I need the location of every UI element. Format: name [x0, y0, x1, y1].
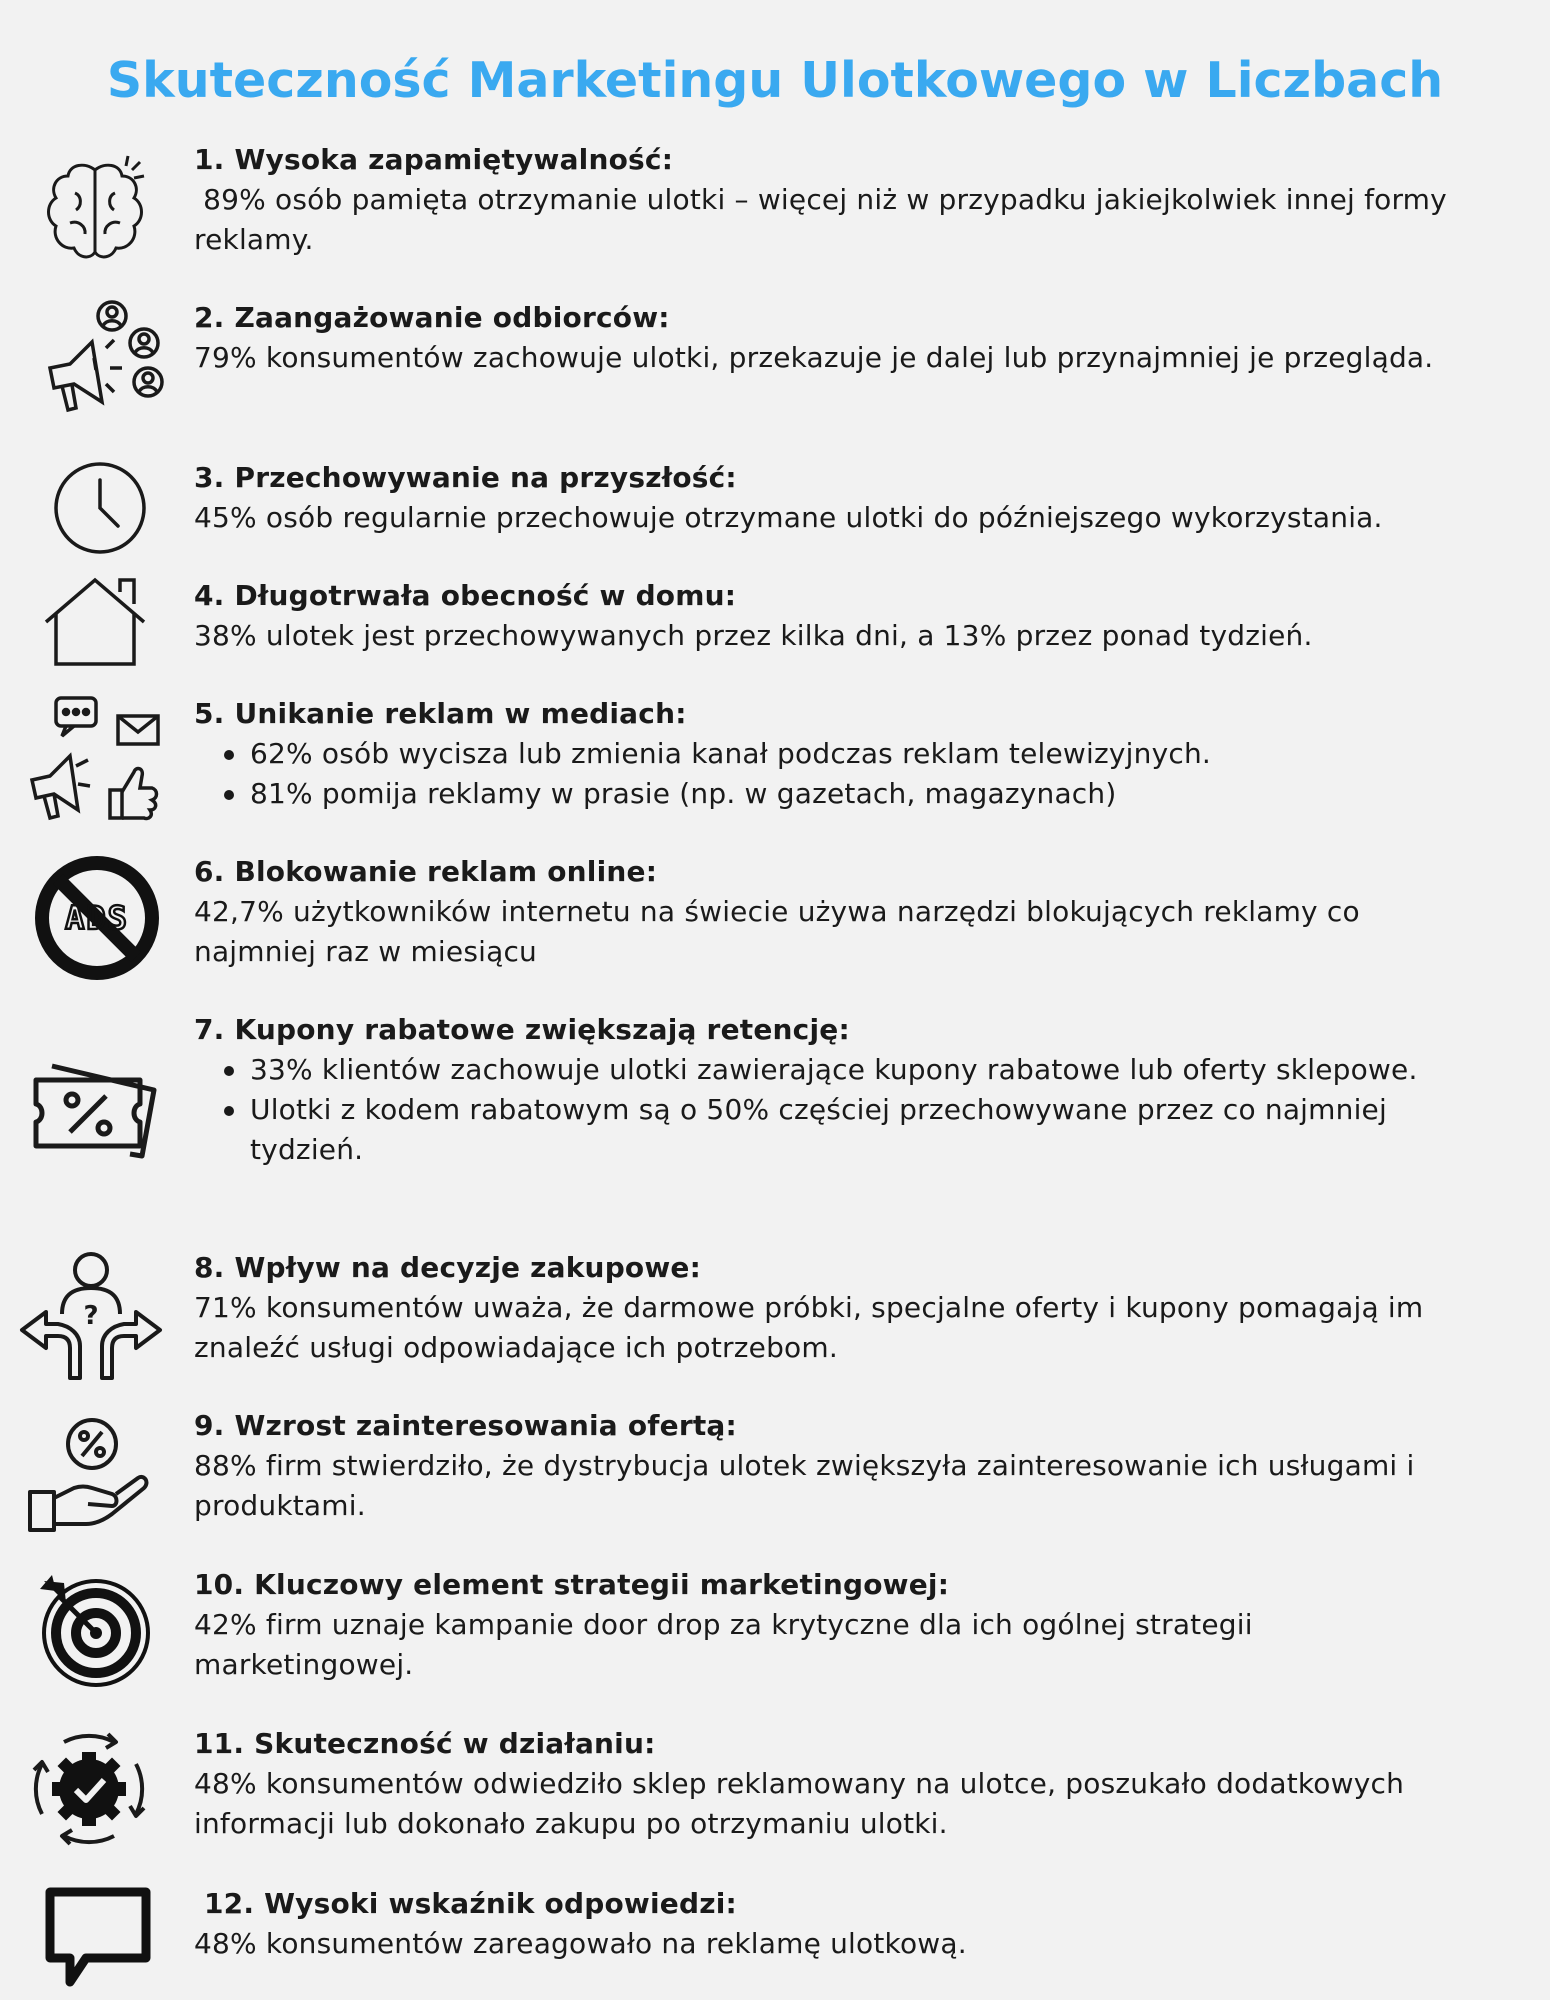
stat-desc-12: 48% konsumentów zareagowało na reklamę ulotkową. — [194, 1927, 967, 1960]
no-ads-icon — [34, 855, 160, 981]
stat-text-6 — [194, 852, 1464, 972]
stat-text-10 — [194, 1565, 1464, 1685]
stat-heading-5: 5. Unikanie reklam w mediach: — [194, 697, 687, 730]
stat-desc-3: 45% osób regularnie przechowuje otrzymane ulotki do późniejszego wykorzystania. — [194, 501, 1383, 534]
clock-icon — [50, 458, 150, 558]
coupon-icon — [30, 1056, 160, 1166]
decision-icon — [16, 1250, 166, 1382]
bullet-item: 81% pomija reklamy w prasie (np. w gazetach, magazynach) — [250, 774, 1464, 814]
stat-text-12 — [194, 1884, 1464, 1964]
stat-heading-3: 3. Przechowywanie na przyszłość: — [194, 461, 737, 494]
stat-desc-4: 38% ulotek jest przechowywanych przez kilka dni, a 13% przez ponad tydzień. — [194, 619, 1313, 652]
hand-discount-icon — [26, 1414, 156, 1534]
stat-text-5 — [194, 694, 1464, 814]
stat-text-4 — [194, 576, 1464, 656]
stat-heading-4: 4. Długotrwała obecność w domu: — [194, 579, 737, 612]
stat-heading-1: 1. Wysoka zapamiętywalność: — [194, 143, 674, 176]
stat-text-1 — [194, 140, 1464, 260]
brain-icon — [30, 148, 160, 273]
bullet-item: 62% osób wycisza lub zmienia kanał podczas reklam telewizyjnych. — [250, 734, 1464, 774]
stat-text-8 — [194, 1248, 1464, 1368]
stat-text-3 — [194, 458, 1464, 538]
stat-desc-9: 88% firm stwierdziło, że dystrybucja ulotek zwiększyła zainteresowanie ich usługami i produktami. — [194, 1449, 1415, 1522]
bullet-item: 33% klientów zachowuje ulotki zawierające kupony rabatowe lub oferty sklepowe. — [250, 1050, 1464, 1090]
stat-heading-8: 8. Wpływ na decyzje zakupowe: — [194, 1251, 702, 1284]
stat-desc-8: 71% konsumentów uważa, że darmowe próbki, specjalne oferty i kupony pomagają im znaleźć usługi odpowiadające ich potrzebom. — [194, 1291, 1424, 1364]
svg-text:?: ? — [83, 1301, 99, 1331]
stat-heading-2: 2. Zaangażowanie odbiorców: — [194, 301, 670, 334]
speech-bubble-icon — [40, 1884, 156, 1990]
stat-text-9 — [194, 1406, 1464, 1526]
stat-heading-6: 6. Blokowanie reklam online: — [194, 855, 658, 888]
house-icon — [40, 576, 150, 668]
stat-bullets-7 — [194, 1050, 1464, 1170]
stat-desc-1: 89% osób pamięta otrzymanie ulotki – więcej niż w przypadku jakiejkolwiek innej formy reklamy. — [194, 183, 1457, 256]
stat-heading-7: 7. Kupony rabatowe zwiększają retencję: — [194, 1013, 850, 1046]
bullet-item: Ulotki z kodem rabatowym są o 50% częściej przechowywane przez co najmniej tydzień. — [250, 1090, 1464, 1170]
media-megaphone-icon — [26, 694, 166, 824]
stat-text-11 — [194, 1724, 1464, 1844]
ads-label: ADS — [65, 899, 129, 937]
target-icon — [34, 1569, 154, 1689]
stat-desc-2: 79% konsumentów zachowuje ulotki, przekazuje je dalej lub przynajmniej je przegląda. — [194, 341, 1434, 374]
stat-text-2 — [194, 298, 1464, 378]
stat-heading-11: 11. Skuteczność w działaniu: — [194, 1727, 656, 1760]
stat-heading-9: 9. Wzrost zainteresowania ofertą: — [194, 1409, 737, 1442]
stat-desc-6: 42,7% użytkowników internetu na świecie używa narzędzi blokujących reklamy co najmniej raz w miesiącu — [194, 895, 1360, 968]
stat-bullets-5 — [194, 734, 1464, 814]
megaphone-audience-icon — [40, 298, 170, 423]
gear-check-icon — [24, 1724, 154, 1854]
stat-heading-10: 10. Kluczowy element strategii marketingowej: — [194, 1568, 950, 1601]
stat-desc-10: 42% firm uznaje kampanie door drop za krytyczne dla ich ogólnej strategii marketingowej. — [194, 1608, 1253, 1681]
stat-desc-11: 48% konsumentów odwiedziło sklep reklamowany na ulotce, poszukało dodatkowych informacji lub dokonało zakupu po otrzymaniu ulotki. — [194, 1767, 1405, 1840]
page-title: Skuteczność Marketingu Ulotkowego w Liczbach — [106, 52, 1444, 109]
stat-text-7 — [194, 1010, 1464, 1170]
stat-heading-12: 12. Wysoki wskaźnik odpowiedzi: — [194, 1887, 737, 1920]
